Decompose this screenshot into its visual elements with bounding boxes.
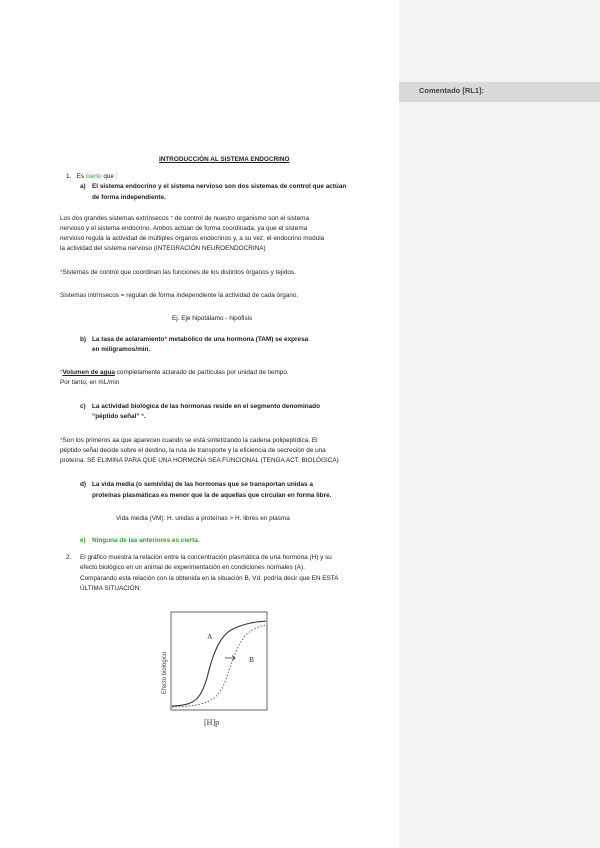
- half-life-note: Vida media (VM): H. unidas a proteínas > H. libres en plasma: [116, 515, 290, 522]
- footnote-2-line2: péptido señal decide sobre el destino, la ruta de transporte y la eficiencia de secreción de una: [60, 447, 326, 454]
- paragraph-1-text: Los dos grandes sistemas extrínsecos: [60, 215, 171, 222]
- option-b-line2: en miligramos/min.: [92, 346, 151, 353]
- option-c-text: .: [143, 413, 146, 420]
- option-c-text: “péptido señal”: [92, 413, 142, 420]
- figure-xlabel: [H]p: [204, 718, 220, 727]
- paragraph-1-line3: nervioso regula la actividad de múltiples órganos endocrinos y, a su vez, el endocrino modula: [60, 235, 325, 242]
- option-c-line1: La actividad biológica de las hormonas reside en el segmento denominado: [92, 403, 320, 410]
- option-d-line2: proteínas plasmáticas es menor que la de aquellas que circulan en forma libre.: [92, 492, 332, 499]
- figure-label-b: B: [249, 655, 255, 664]
- volume-note-line1: [60, 368, 289, 378]
- q1-stem-post: que :: [101, 173, 118, 180]
- footnote-star: *: [170, 215, 173, 222]
- intrinsic-systems-note: Sistemas intrínsecos = regulan de forma independiente la actividad de cada órgano.: [60, 292, 299, 299]
- option-e-text: Ninguna de las anteriores es cierta.: [92, 537, 200, 544]
- comments-margin: [399, 0, 600, 848]
- volume-note-text: completamente aclarado de partículas por unidad de tiempo.: [114, 369, 289, 376]
- paragraph-1-line1: [60, 214, 309, 224]
- curve-b: [172, 625, 266, 707]
- figure-label-a: A: [207, 632, 213, 641]
- footnote-star: *: [164, 336, 167, 343]
- option-b-text: metabólico de una hormona (TAM) se expresa: [166, 336, 309, 343]
- document-title: INTRODUCCIÓN AL SISTEMA ENDOCRINO: [159, 156, 290, 163]
- figure-graphic: [155, 608, 270, 716]
- option-a-line2: de forma independiente.: [92, 194, 166, 201]
- footnote-1-text: Sistemas de control que coordinan las funciones de los distintos órganos y tejidos.: [62, 269, 296, 276]
- option-a-label: a): [80, 183, 86, 190]
- q1-stem: [66, 172, 118, 182]
- option-d-line1: La vida media (o semivida) de las hormonas que se transportan unidas a: [92, 481, 313, 488]
- volume-note-line2: Por tanto, en mL/min: [60, 379, 120, 386]
- footnote-star: *: [60, 369, 63, 376]
- footnote-star: *: [141, 413, 144, 420]
- footnote-2-text: Son los primeros aa que aparecen cuando se está sintetizando la cadena polipeptídica. El: [62, 437, 318, 444]
- q2-number: 2.: [66, 554, 72, 561]
- option-d-label: d): [80, 481, 87, 488]
- footnote-2-line3: proteína. SE ELIMINA PARA QUE UNA HORMONA SEA FUNCIONAL (TENGA ACT. BIOLÓGICA): [60, 457, 339, 464]
- option-e-label: e): [80, 537, 86, 544]
- option-a-line1: El sistema endocrino y el sistema nervioso son dos sistemas de control que actúan: [92, 183, 347, 190]
- comment-balloon[interactable]: [399, 82, 600, 102]
- dose-response-figure: [155, 608, 270, 716]
- option-b-text: La tasa de aclaramiento: [92, 336, 165, 343]
- paragraph-1-line2: nervioso y el sistema endocrino. Ambos actúan de forma coordinada, ya que el sistema: [60, 225, 308, 232]
- figure-ylabel: Efecto biológico: [162, 651, 168, 694]
- q2-line2: efecto biológico en un animal de experimentación en condiciones normales (A).: [80, 564, 305, 571]
- q1-stem-pre: Es: [76, 173, 86, 180]
- option-b-line1: [92, 335, 308, 345]
- option-c-label: c): [80, 403, 86, 410]
- footnote-star: *: [60, 269, 63, 276]
- volume-term: Volumen de agua: [62, 369, 115, 376]
- paragraph-1-line4: la actividad del sistema nervioso (INTEGRACIÓN NEUROENDOCRINA): [60, 245, 266, 252]
- option-c-line2: [92, 412, 146, 422]
- comment-header-label: Comentado [RL1]:: [419, 86, 484, 95]
- paragraph-1-text: de control de nuestro organismo son el sistema: [172, 215, 310, 222]
- example-axis: Ej. Eje hipotálamo - hipófisis: [172, 315, 253, 322]
- footnote-star: *: [60, 437, 63, 444]
- footnote-2-line1: [60, 436, 318, 446]
- q1-stem-cierto: cierto: [85, 173, 102, 180]
- q2-line1: El gráfico muestra la relación entre la concentración plasmática de una hormona (H) y su: [80, 554, 332, 561]
- option-b-label: b): [80, 336, 87, 343]
- q2-line3: Comparando esta relación con la obtenida en la situación B, Vd. podría decir que EN ESTA: [80, 575, 339, 582]
- footnote-1: [60, 268, 296, 278]
- q1-number: 1.: [66, 173, 72, 180]
- q2-line4: ÚLTIMA SITUACIÓN:: [80, 585, 141, 592]
- arrow-a-to-b: [225, 656, 235, 661]
